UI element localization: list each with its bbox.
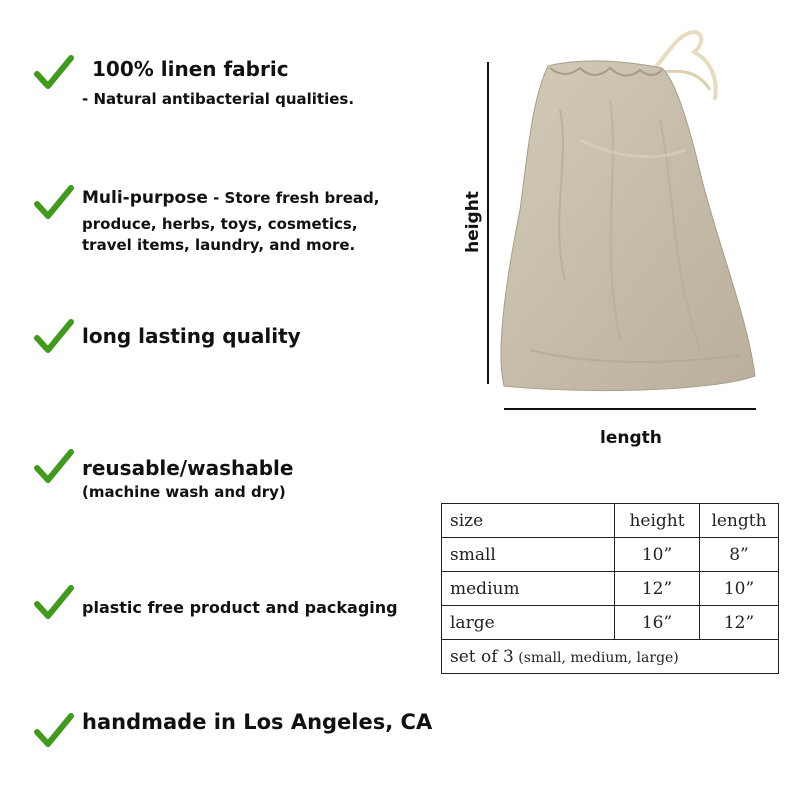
linen-bag-image xyxy=(470,20,770,400)
feature-title: handmade in Los Angeles, CA xyxy=(82,710,433,734)
length-dimension-line xyxy=(504,408,756,410)
table-header-cell: length xyxy=(700,504,779,538)
table-cell: small xyxy=(442,538,615,572)
table-row xyxy=(442,538,779,572)
height-dimension-line xyxy=(487,62,489,384)
feature-description: (machine wash and dry) xyxy=(82,483,286,501)
table-cell: large xyxy=(442,606,615,640)
set-label: set of 3 xyxy=(450,646,514,667)
table-cell: 8” xyxy=(700,538,779,572)
feature-description: - Natural antibacterial qualities. xyxy=(82,90,355,108)
table-row xyxy=(442,606,779,640)
height-label: height xyxy=(462,191,483,253)
size-table xyxy=(441,503,779,674)
feature-title: Muli-purpose xyxy=(82,188,208,208)
table-header-cell: size xyxy=(442,504,615,538)
table-cell: 12” xyxy=(615,572,700,606)
checkmark-icon xyxy=(34,184,74,220)
table-cell: 10” xyxy=(615,538,700,572)
table-cell: 12” xyxy=(700,606,779,640)
table-header-row xyxy=(442,504,779,538)
table-header-cell: height xyxy=(615,504,700,538)
table-footer-row xyxy=(442,640,779,674)
feature-description: travel items, laundry, and more. xyxy=(82,236,356,254)
table-footer-cell xyxy=(442,640,779,674)
feature-description: produce, herbs, toys, cosmetics, xyxy=(82,215,358,233)
checkmark-icon xyxy=(34,54,74,90)
feature-description: - Store fresh bread, xyxy=(207,189,380,207)
feature-title: long lasting quality xyxy=(82,324,301,348)
feature-title: reusable/washable xyxy=(82,456,294,480)
checkmark-icon xyxy=(34,584,74,620)
feature-title-line xyxy=(82,188,379,208)
table-row xyxy=(442,572,779,606)
table-cell: 10” xyxy=(700,572,779,606)
table-cell: 16” xyxy=(615,606,700,640)
feature-title: plastic free product and packaging xyxy=(82,598,398,617)
length-label: length xyxy=(600,428,662,448)
checkmark-icon xyxy=(34,448,74,484)
table-cell: medium xyxy=(442,572,615,606)
checkmark-icon xyxy=(34,318,74,354)
feature-title: 100% linen fabric xyxy=(92,57,289,81)
checkmark-icon xyxy=(34,712,74,748)
set-note: (small, medium, large) xyxy=(513,649,679,666)
